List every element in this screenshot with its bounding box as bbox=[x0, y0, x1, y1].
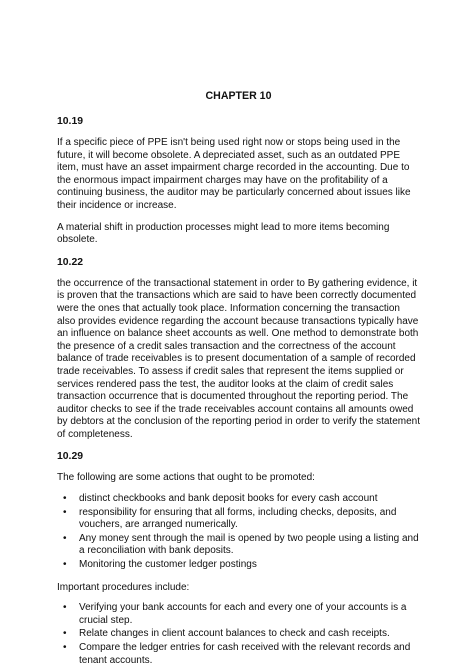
list-item bbox=[57, 602, 420, 627]
list-item-text: Compare the ledger entries for cash received with the relevant records and tenant accounts. bbox=[79, 642, 411, 666]
chapter-title: CHAPTER 10 bbox=[205, 90, 272, 102]
section-10-22 bbox=[57, 256, 420, 442]
section-paragraph: A material shift in production processes might lead to more items becoming obsolete. bbox=[57, 221, 390, 246]
list-item bbox=[57, 642, 420, 667]
bullet-icon: • bbox=[63, 532, 67, 544]
list-item-text: Relate changes in client account balances to check and cash receipts. bbox=[79, 628, 390, 640]
list-item-text: Verifying your bank accounts for each and every one of your accounts is a crucial step. bbox=[79, 602, 407, 626]
bullet-icon: • bbox=[63, 602, 67, 614]
bullet-icon: • bbox=[63, 642, 67, 653]
section-paragraph: If a specific piece of PPE isn't being used right now or stops being used in the future, it will become obsolete. A depreciated asset, such as an outdated PPE item, must have an asset impairment charge recorded in the accounting. Due to the enormous impact impairment charges may have on the profitability of a continuing business, the auditor may be particularly concerned about issues like their incidence or increase. bbox=[57, 137, 411, 211]
bullet-icon: • bbox=[63, 628, 67, 640]
section-paragraph: the occurrence of the transactional statement in order to By gathering evidence, it is proven that the transactions which are said to have been correctly documented were the ones that actually took place. Information concerning the transaction also provides evidence regarding the account because transactions typically have an influence on balance sheet accounts as well. One method to demonstrate both the presence of a credit sales transaction and the correctness of the account balance of trade receivables is to present documentation of a sample of recorded trade receivables. To assess if credit sales that represent the items supplied or services rendered pass the test, the auditor looks at the claim of credit sales transaction occurrence that is documented throughout the reporting period. The auditor checks to see if the trade receivables account contains all amounts owed by debtors at the conclusion of the reporting period in order to verify the statement of completeness. bbox=[57, 277, 420, 440]
section-number: 10.19 bbox=[57, 116, 84, 127]
list-item bbox=[57, 493, 420, 506]
list-item bbox=[57, 533, 420, 558]
section-10-29 bbox=[57, 450, 420, 667]
promoted-actions-intro: The following are some actions that ought to be promoted: bbox=[57, 472, 315, 484]
section-10-19 bbox=[57, 115, 420, 247]
bullet-icon: • bbox=[63, 506, 67, 518]
promoted-actions-list bbox=[57, 493, 420, 572]
list-item-text: responsibility for ensuring that all forms, including checks, deposits, and vouchers, are arranged numerically. bbox=[79, 506, 397, 531]
section-number: 10.22 bbox=[57, 256, 84, 268]
list-item-text: Monitoring the customer ledger postings bbox=[79, 559, 257, 571]
list-item bbox=[57, 507, 420, 532]
list-item-text: Any money sent through the mail is opened by two people using a listing and a reconciliation with bank deposits. bbox=[79, 532, 419, 557]
list-item bbox=[57, 559, 420, 572]
bullet-icon: • bbox=[63, 493, 67, 505]
section-number: 10.29 bbox=[57, 451, 84, 463]
list-item-text: distinct checkbooks and bank deposit books for every cash account bbox=[79, 493, 378, 505]
procedures-intro: Important procedures include: bbox=[57, 581, 190, 593]
procedures-list bbox=[57, 602, 420, 667]
bullet-icon: • bbox=[63, 559, 67, 571]
list-item bbox=[57, 628, 420, 641]
